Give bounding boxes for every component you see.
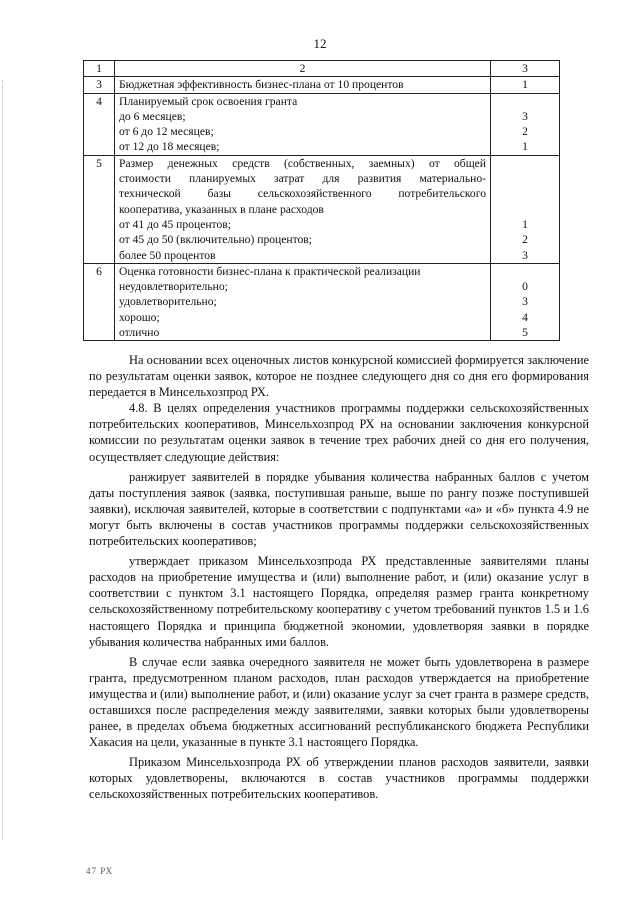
criterion-line: технической базы сельскохозяйственного потребительского — [119, 187, 486, 201]
paragraph: 4.8. В целях определения участников программы поддержки сельскохозяйственных потребительских кооперативов, Минсельхозпрод РХ на основании заключения конкурсной комиссии по результатам оценки заявок в течение трех рабочих дней со дня его получения, осуществляет следующие действия: — [89, 401, 589, 464]
criterion-line: Бюджетная эффективность бизнес-плана от 10 процентов — [119, 78, 404, 92]
score-value: 0 — [522, 280, 528, 294]
score-value: 1 — [522, 140, 528, 154]
criterion-text — [115, 263, 491, 340]
paragraph: Приказом Минсельхозпрода РХ об утверждении планов расходов заявители, заявки которых удовлетворены, включаются в состав участников программы поддержки сельскохозяйственных потребительских кооперативов. — [89, 755, 589, 802]
paragraph: На основании всех оценочных листов конкурсной комиссией формируется заключение по результатам оценки заявок, которое не позднее следующего дня со дня его формирования передается в Минсельхозпрод РХ. — [89, 353, 589, 400]
table-row — [84, 93, 560, 155]
paragraph: В случае если заявка очередного заявителя не может быть удовлетворена в размере гранта, предусмотренном планом расходов, план расходов утверждается на приобретение имущества и (или) выполнение работ, и (или) оказание услуг за счет гранта в размере средств, оставшихся после распределения между заявителями, заявки которых были удовлетворены ранее, в пределах объема бюджетных ассигнований республиканского бюджета Республики Хакасия на цели, указанные в пункте 3.1 настоящего Порядка. — [89, 654, 589, 750]
score-value: 4 — [522, 310, 528, 324]
criterion-line: отлично — [119, 326, 160, 340]
criterion-line: от 12 до 18 месяцев; — [119, 140, 220, 154]
criterion-line: стоимости планируемых затрат для развития материально- — [119, 172, 486, 186]
score-value: 3 — [522, 109, 528, 123]
score-value — [495, 94, 555, 109]
score-value: 3 — [522, 248, 528, 262]
row-number: 5 — [84, 155, 115, 263]
criterion-line: Размер денежных средств (собственных, заемных) от общей — [119, 156, 486, 170]
score-cell — [491, 263, 560, 340]
criterion-line: Планируемый срок освоения гранта — [119, 94, 298, 108]
score-cell — [491, 93, 560, 155]
table-header-row — [84, 61, 560, 77]
score-value: 2 — [522, 125, 528, 139]
score-cell — [491, 77, 560, 93]
criterion-line: от 6 до 12 месяцев; — [119, 125, 214, 139]
header-cell-2: 2 — [115, 61, 491, 77]
scan-edge-marks — [2, 80, 7, 840]
criterion-text — [115, 93, 491, 155]
row-number: 6 — [84, 263, 115, 340]
criterion-line: неудовлетворительно; — [119, 280, 228, 294]
header-cell-3: 3 — [491, 61, 560, 77]
criterion-line: хорошо; — [119, 310, 160, 324]
row-number: 3 — [84, 77, 115, 93]
score-value: 5 — [522, 326, 528, 340]
criterion-line: Оценка готовности бизнес-плана к практической реализации — [119, 264, 421, 278]
score-value: 3 — [522, 295, 528, 309]
criterion-text — [115, 77, 491, 93]
score-cell — [491, 155, 560, 263]
table-row — [84, 77, 560, 93]
footer-mark: 47 РХ — [86, 866, 114, 876]
criterion-text — [115, 155, 491, 263]
criterion-line: кооператива, указанных в плане расходов — [119, 202, 324, 216]
criteria-table — [83, 60, 560, 341]
criterion-line: от 45 до 50 (включительно) процентов; — [119, 233, 313, 247]
score-value: 1 — [522, 78, 528, 92]
page-number: 12 — [313, 36, 327, 51]
criterion-line: от 41 до 45 процентов; — [119, 217, 231, 231]
score-value: 1 — [522, 217, 528, 231]
paragraph: ранжирует заявителей в порядке убывания количества набранных баллов с учетом даты поступления заявок (заявка, поступившая раньше, выше по рангу позже поступившей заявки), исключая заявителей, которые в соответствии с подпунктами «а» и «б» пункта 4.9 не могут быть включены в состав участников программы поддержки сельскохозяйственных потребительских кооперативов; — [89, 469, 589, 549]
score-value: 2 — [522, 233, 528, 247]
table-row — [84, 263, 560, 340]
row-number: 4 — [84, 93, 115, 155]
header-cell-1: 1 — [84, 61, 115, 77]
body-text — [89, 352, 589, 803]
criterion-line: более 50 процентов — [119, 248, 216, 262]
criterion-line: до 6 месяцев; — [119, 109, 186, 123]
paragraph: утверждает приказом Минсельхозпрода РХ представленные заявителями планы расходов на приобретение имущества и (или) выполнение работ, и (или) оказание услуг в соответствии с пунктом 3.1 настоящего Порядка, определяя размер гранта конкретному сельскохозяйственному потребительскому кооперативу с учетом требований пунктов 1.5 и 1.6 настоящего Порядка и принципа бюджетной экономии, удовлетворяя заявки в порядке убывания количества набранных ими баллов. — [89, 554, 589, 649]
table-row — [84, 155, 560, 263]
criterion-line: удовлетворительно; — [119, 295, 217, 309]
